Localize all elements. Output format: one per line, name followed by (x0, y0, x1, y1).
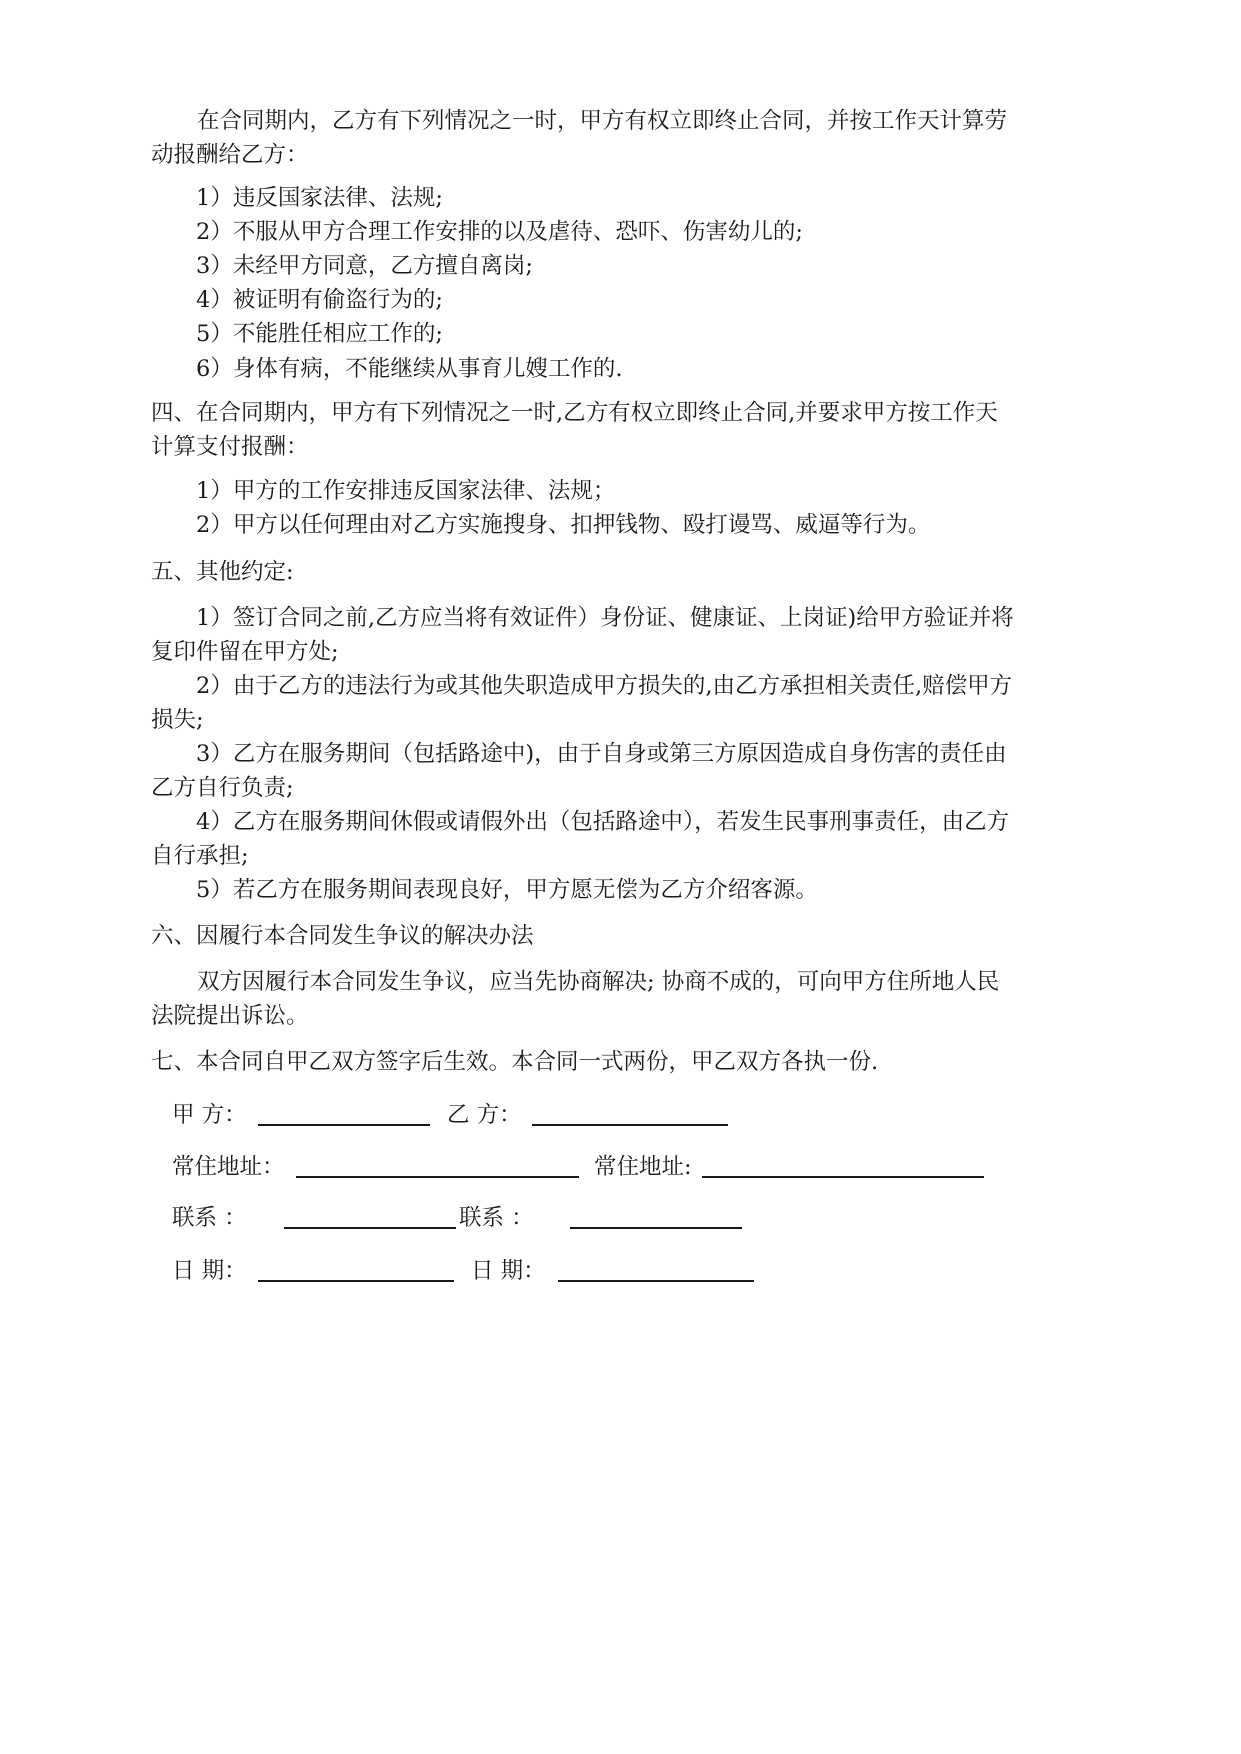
date-a-label: 日 期： (172, 1258, 247, 1284)
section7-text: 七、本合同自甲乙双方签字后生效。本合同一式两份，甲乙双方各执一份. (151, 1049, 879, 1075)
signature-row-address (0, 1150, 1241, 1184)
date-b-blank[interactable] (558, 1280, 754, 1282)
party-b-signature-blank[interactable] (532, 1124, 728, 1126)
section5-item-1-line2: 复印件留在甲方处; (151, 639, 339, 665)
section5-item-4-line1: 4）乙方在服务期间休假或请假外出（包括路途中），若发生民事刑事责任，由乙方 (196, 809, 1010, 835)
section5-item-3-line1: 3）乙方在服务期间（包括路途中)，由于自身或第三方原因造成自身伤害的责任由 (196, 741, 1007, 767)
termination-item-3: 3）未经甲方同意，乙方擅自离岗; (196, 253, 533, 279)
section4-item-1: 1）甲方的工作安排违反国家法律、法规； (196, 478, 616, 504)
signature-row-contact (0, 1201, 1241, 1235)
signature-row-date (0, 1254, 1241, 1288)
address-b-label: 常住地址: (594, 1154, 692, 1180)
section6-body-line2: 法院提出诉讼。 (151, 1003, 309, 1029)
termination-item-2: 2）不服从甲方合理工作安排的以及虐待、恐吓、伤害幼儿的; (196, 219, 803, 245)
section5-item-2-line1: 2）由于乙方的违法行为或其他失职造成甲方损失的,由乙方承担相关责任,赔偿甲方 (196, 673, 1013, 699)
termination-item-1: 1）违反国家法律、法规; (196, 185, 443, 211)
section5-item-2-line2: 损失; (151, 707, 204, 733)
address-a-label: 常住地址： (172, 1154, 285, 1180)
section5-heading: 五、其他约定: (151, 559, 294, 585)
termination-intro-line2: 动报酬给乙方： (151, 142, 309, 168)
termination-item-5: 5）不能胜任相应工作的; (196, 321, 443, 347)
section6-body-line1: 双方因履行本合同发生争议，应当先协商解决; 协商不成的，可向甲方住所地人民 (197, 969, 1000, 995)
party-b-label: 乙 方： (447, 1102, 522, 1128)
contact-a-blank[interactable] (284, 1227, 456, 1229)
section4-item-2: 2）甲方以任何理由对乙方实施搜身、扣押钱物、殴打谩骂、威逼等行为。 (196, 512, 931, 538)
section5-item-3-line2: 乙方自行负责; (151, 775, 294, 801)
date-b-label: 日 期： (471, 1258, 546, 1284)
address-b-blank[interactable] (702, 1176, 984, 1178)
contact-b-label: 联系 ： (459, 1205, 534, 1231)
contact-b-blank[interactable] (570, 1227, 742, 1229)
section5-item-4-line2: 自行承担; (151, 843, 249, 869)
contact-a-label: 联系 ： (172, 1205, 247, 1231)
party-a-label: 甲 方： (172, 1102, 247, 1128)
party-a-signature-blank[interactable] (258, 1124, 430, 1126)
section6-heading: 六、因履行本合同发生争议的解决办法 (151, 923, 534, 949)
section4-heading-line2: 计算支付报酬： (151, 434, 309, 460)
section5-item-1-line1: 1）签订合同之前,乙方应当将有效证件）身份证、健康证、上岗证)给甲方验证并将 (196, 605, 1014, 631)
date-a-blank[interactable] (258, 1280, 454, 1282)
signature-row-party (0, 1098, 1241, 1132)
termination-intro-line1: 在合同期内，乙方有下列情况之一时，甲方有权立即终止合同，并按工作天计算劳 (197, 108, 1008, 134)
section4-heading-line1: 四、在合同期内，甲方有下列情况之一时,乙方有权立即终止合同,并要求甲方按工作天 (151, 400, 998, 426)
termination-item-6: 6）身体有病，不能继续从事育儿嫂工作的. (196, 356, 623, 382)
termination-item-4: 4）被证明有偷盗行为的; (196, 287, 443, 313)
section5-item-5: 5）若乙方在服务期间表现良好，甲方愿无偿为乙方介绍客源。 (196, 877, 818, 903)
address-a-blank[interactable] (296, 1176, 579, 1178)
